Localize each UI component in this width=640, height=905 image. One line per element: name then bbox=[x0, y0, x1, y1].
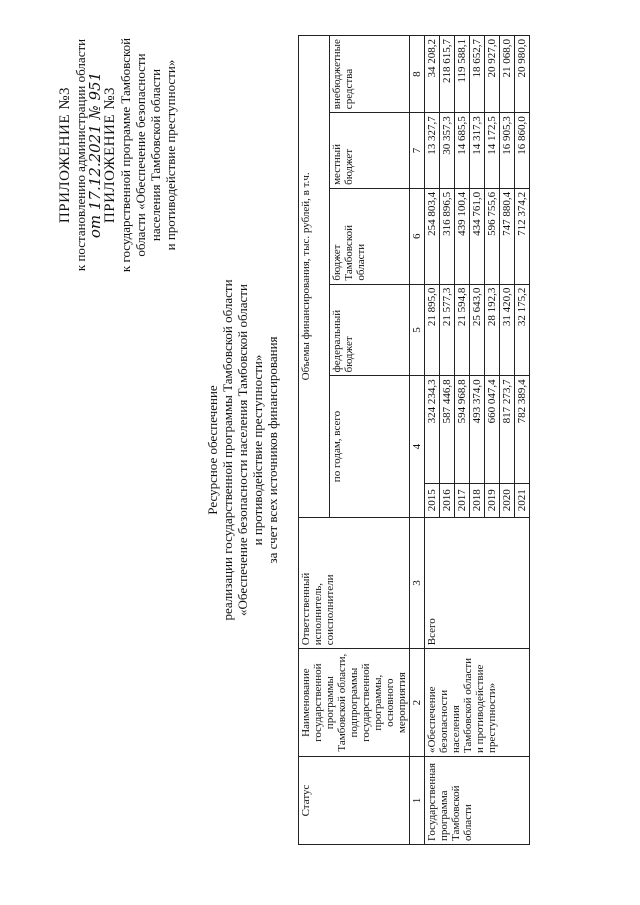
annex-title: ПРИЛОЖЕНИЕ №3 bbox=[57, 86, 73, 224]
col-number: 6 bbox=[410, 188, 425, 284]
year-cell: 2021 bbox=[515, 483, 530, 517]
col-number: 4 bbox=[410, 376, 425, 517]
total-cell: 493 374,0 bbox=[470, 376, 485, 483]
header-by-years: по годам, всего bbox=[329, 376, 409, 517]
header-federal: федеральный бюджет bbox=[329, 284, 409, 376]
offbudget-cell: 20 927,0 bbox=[485, 36, 500, 113]
executor-cell: Всего bbox=[425, 517, 530, 648]
local-cell: 13 327,7 bbox=[425, 113, 440, 189]
local-cell: 14 317,3 bbox=[470, 113, 485, 189]
header-volumes: Объемы финансирования, тыс. рублей, в т.ч. bbox=[299, 36, 330, 518]
handwritten-signature: от 17.12.2021 № 951 bbox=[86, 71, 104, 239]
annex-line: населения Тамбовской области bbox=[148, 68, 163, 242]
total-cell: 324 234,3 bbox=[425, 376, 440, 483]
regional-cell: 434 761,0 bbox=[470, 188, 485, 284]
year-cell: 2018 bbox=[470, 483, 485, 517]
local-cell: 16 905,3 bbox=[500, 113, 515, 189]
col-number: 1 bbox=[410, 757, 425, 845]
total-cell: 587 446,8 bbox=[440, 376, 455, 483]
col-number: 8 bbox=[410, 36, 425, 113]
heading-line: реализации государственной программы Тамбовской области bbox=[220, 279, 235, 621]
annex-line: к государственной программе Тамбовской bbox=[118, 37, 133, 273]
local-cell: 14 685,5 bbox=[455, 113, 470, 189]
regional-cell: 254 803,4 bbox=[425, 188, 440, 284]
local-cell: 30 357,3 bbox=[440, 113, 455, 189]
local-cell: 14 172,5 bbox=[485, 113, 500, 189]
offbudget-cell: 18 652,7 bbox=[470, 36, 485, 113]
year-cell: 2020 bbox=[500, 483, 515, 517]
offbudget-cell: 119 588,1 bbox=[455, 36, 470, 113]
federal-cell: 32 175,2 bbox=[515, 284, 530, 376]
header-regional: бюджет Тамбовской области bbox=[329, 188, 409, 284]
regional-cell: 596 755,6 bbox=[485, 188, 500, 284]
heading-line: Ресурсное обеспечение bbox=[205, 385, 220, 515]
federal-cell: 21 895,0 bbox=[425, 284, 440, 376]
col-number: 5 bbox=[410, 284, 425, 376]
year-cell: 2015 bbox=[425, 483, 440, 517]
table-row bbox=[425, 36, 440, 845]
total-cell: 594 968,8 bbox=[455, 376, 470, 483]
annex-block bbox=[58, 15, 178, 295]
header-row bbox=[299, 36, 330, 845]
total-cell: 782 389,4 bbox=[515, 376, 530, 483]
year-cell: 2017 bbox=[455, 483, 470, 517]
year-cell: 2019 bbox=[485, 483, 500, 517]
resource-table bbox=[298, 35, 530, 845]
header-offbudget: внебюджетные средства bbox=[329, 36, 409, 113]
header-status: Статус bbox=[299, 757, 410, 845]
offbudget-cell: 20 980,0 bbox=[515, 36, 530, 113]
local-cell: 16 860,0 bbox=[515, 113, 530, 189]
federal-cell: 25 643,0 bbox=[470, 284, 485, 376]
total-cell: 660 047,4 bbox=[485, 376, 500, 483]
col-number: 3 bbox=[410, 517, 425, 648]
header-name: Наименование государственной программы Тамбовской области, подпрограммы государственной программы, основного мероприятия bbox=[299, 649, 410, 757]
col-number: 7 bbox=[410, 113, 425, 189]
annex-line: к постановлению администрации области bbox=[73, 38, 88, 272]
federal-cell: 28 192,3 bbox=[485, 284, 500, 376]
heading-line: за счет всех источников финансирования bbox=[265, 336, 280, 564]
regional-cell: 316 896,5 bbox=[440, 188, 455, 284]
heading-line: и противодействие преступности» bbox=[250, 354, 265, 546]
regional-cell: 747 880,4 bbox=[500, 188, 515, 284]
annex-line: и противодействие преступности» bbox=[163, 59, 178, 251]
federal-cell: 21 577,3 bbox=[440, 284, 455, 376]
offbudget-cell: 218 615,7 bbox=[440, 36, 455, 113]
offbudget-cell: 34 208,2 bbox=[425, 36, 440, 113]
header-local: местный бюджет bbox=[329, 113, 409, 189]
offbudget-cell: 21 068,0 bbox=[500, 36, 515, 113]
status-cell: Государственная программа Тамбовской области bbox=[425, 757, 530, 845]
name-cell: «Обеспечение безопасности населения Тамбовской области и противодействие преступности» bbox=[425, 649, 530, 757]
document-heading bbox=[205, 215, 280, 685]
total-cell: 817 273,7 bbox=[500, 376, 515, 483]
federal-cell: 31 420,0 bbox=[500, 284, 515, 376]
header-executor: Ответственный исполнитель, соисполнители bbox=[299, 517, 410, 648]
col-number: 2 bbox=[410, 649, 425, 757]
annex-title-2: ПРИЛОЖЕНИЕ №3 bbox=[102, 86, 118, 224]
federal-cell: 21 594,8 bbox=[455, 284, 470, 376]
regional-cell: 712 374,2 bbox=[515, 188, 530, 284]
year-cell: 2016 bbox=[440, 483, 455, 517]
heading-line: «Обеспечение безопасности населения Тамбовской области bbox=[235, 284, 250, 616]
regional-cell: 439 100,4 bbox=[455, 188, 470, 284]
column-number-row bbox=[410, 36, 425, 845]
annex-line: области «Обеспечение безопасности bbox=[133, 53, 148, 257]
